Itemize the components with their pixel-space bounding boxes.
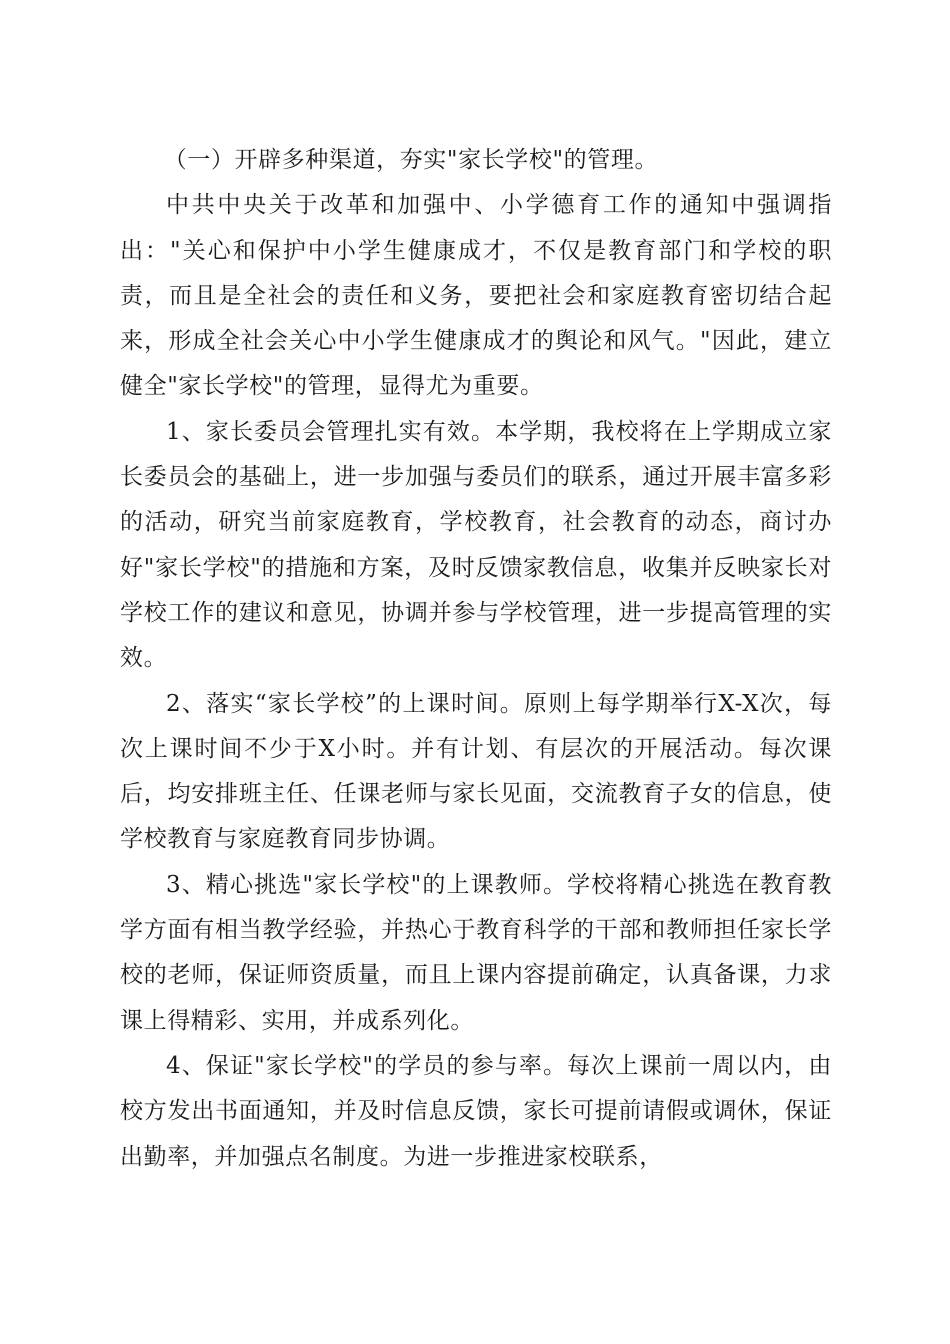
paragraph-item-3: 3、精心挑选"家长学校"的上课教师。学校将精心挑选在教育教学方面有相当教学经验，并热心于教育科学的干部和教师担任家长学校的老师，保证师资质量，而且上课内容提前确定，认真备课，力求课上得精彩、实用，并成系列化。 <box>120 871 832 1034</box>
paragraph-item-1: 1、家长委员会管理扎实有效。本学期，我校将在上学期成立家长委员会的基础上，进一步加强与委员们的联系，通过开展丰富多彩的活动，研究当前家庭教育，学校教育，社会教育的动态，商讨办好"家长学校"的措施和方案，及时反馈家教信息，收集并反映家长对学校工作的建议和意见，协调并参与学校管理，进一步提高管理的实效。 <box>120 418 832 672</box>
document-body <box>120 138 832 1180</box>
paragraph-item-4: 4、保证"家长学校"的学员的参与率。每次上课前一周以内，由校方发出书面通知，并及时信息反馈，家长可提前请假或调休，保证出勤率，并加强点名制度。为进一步推进家校联系， <box>120 1052 832 1170</box>
paragraph-intro: 中共中央关于改革和加强中、小学德育工作的通知中强调指出："关心和保护中小学生健康成才，不仅是教育部门和学校的职责，而且是全社会的责任和义务，要把社会和家庭教育密切结合起来，形成全社会关心中小学生健康成才的舆论和风气。"因此，建立健全"家长学校"的管理，显得尤为重要。 <box>120 192 832 400</box>
section-heading: （一）开辟多种渠道，夯实"家长学校"的管理。 <box>163 147 659 173</box>
paragraph-item-2: 2、落实“家长学校”的上课时间。原则上每学期举行X-X次，每次上课时间不少于X小时。并有计划、有层次的开展活动。每次课后，均安排班主任、任课老师与家长见面，交流教育子女的信息，使学校教育与家庭教育同步协调。 <box>120 690 832 853</box>
